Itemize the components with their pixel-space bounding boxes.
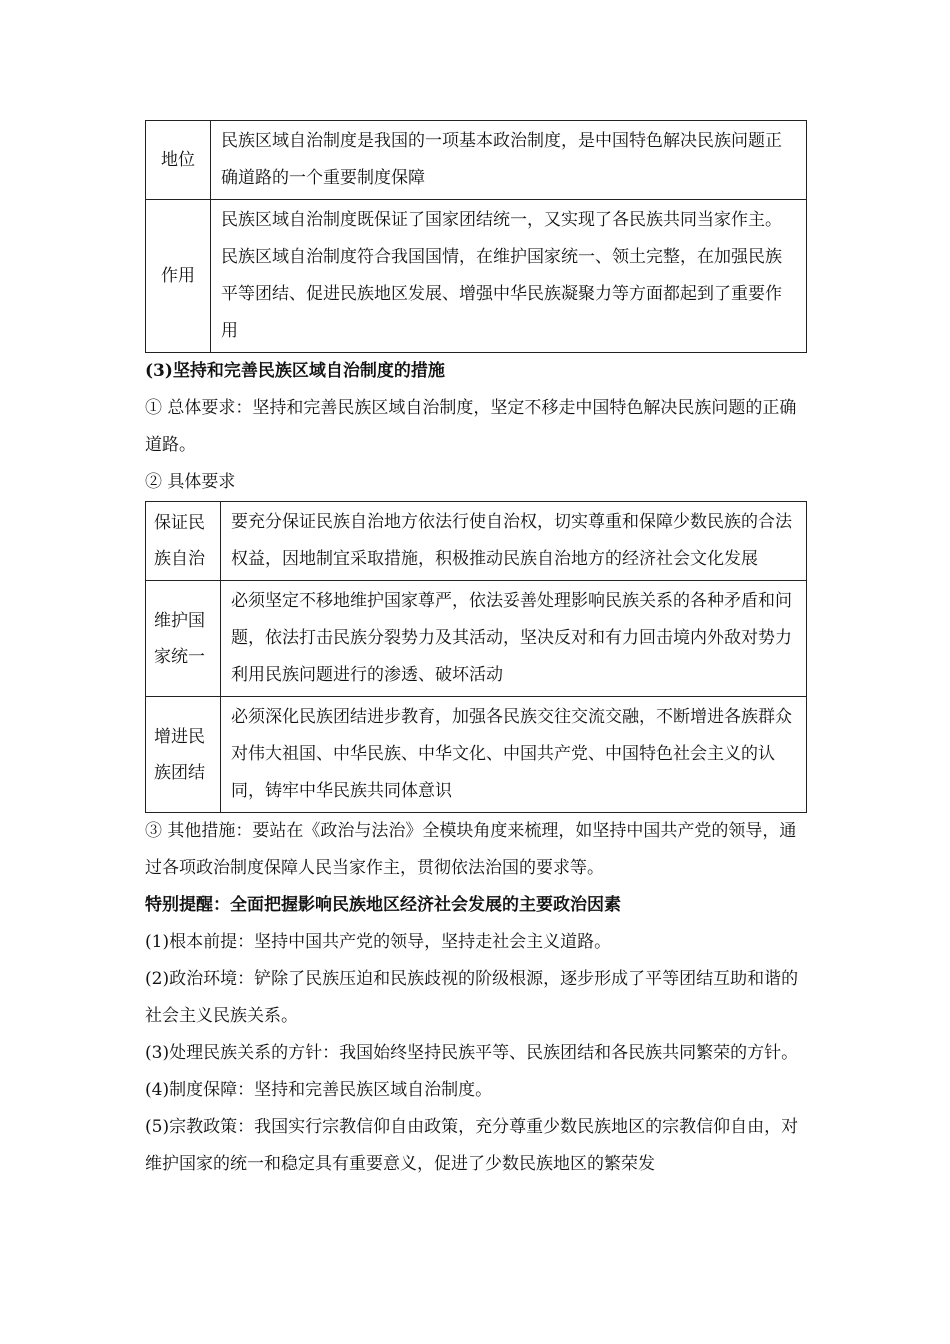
table-row bbox=[146, 697, 807, 813]
table-row bbox=[146, 200, 807, 353]
list-item: (5)宗教政策：我国实行宗教信仰自由政策，充分尊重少数民族地区的宗教信仰自由，对维护国家的统一和稳定具有重要意义，促进了少数民族地区的繁荣发 bbox=[145, 1117, 799, 1174]
status-role-table bbox=[145, 120, 807, 353]
list-item: (3)处理民族关系的方针：我国始终坚持民族平等、民族团结和各民族共同繁荣的方针。 bbox=[145, 1043, 799, 1063]
row-header: 地位 bbox=[146, 121, 211, 200]
paragraph: ② 具体要求 bbox=[145, 472, 236, 492]
row-header: 作用 bbox=[146, 200, 211, 353]
table-row bbox=[146, 581, 807, 697]
row-content: 必须坚定不移地维护国家尊严，依法妥善处理影响民族关系的各种矛盾和问题，依法打击民族分裂势力及其活动，坚决反对和有力回击境内外敌对势力利用民族问题进行的渗透、破坏活动 bbox=[221, 581, 807, 697]
section-heading: (3)坚持和完善民族区域自治制度的措施 bbox=[145, 361, 445, 381]
paragraph: ① 总体要求：坚持和完善民族区域自治制度，坚定不移走中国特色解决民族问题的正确道路。 bbox=[145, 398, 797, 455]
row-content: 必须深化民族团结进步教育，加强各民族交往交流交融，不断增进各族群众对伟大祖国、中华民族、中华文化、中国共产党、中国特色社会主义的认同，铸牢中华民族共同体意识 bbox=[221, 697, 807, 813]
paragraph: ③ 其他措施：要站在《政治与法治》全模块角度来梳理，如坚持中国共产党的领导，通过各项政治制度保障人民当家作主，贯彻依法治国的要求等。 bbox=[145, 821, 797, 878]
table-row bbox=[146, 121, 807, 200]
requirements-table bbox=[145, 501, 807, 813]
row-header: 保证民族自治 bbox=[146, 502, 221, 581]
list-item: (2)政治环境：铲除了民族压迫和民族歧视的阶级根源，逐步形成了平等团结互助和谐的社会主义民族关系。 bbox=[145, 969, 799, 1026]
list-item: (1)根本前提：坚持中国共产党的领导，坚持走社会主义道路。 bbox=[145, 932, 612, 952]
table-row bbox=[146, 502, 807, 581]
document-page bbox=[145, 120, 807, 1183]
row-header: 维护国家统一 bbox=[146, 581, 221, 697]
row-content: 民族区域自治制度是我国的一项基本政治制度，是中国特色解决民族问题正确道路的一个重要制度保障 bbox=[211, 121, 807, 200]
row-content: 民族区域自治制度既保证了国家团结统一，又实现了各民族共同当家作主。民族区域自治制度符合我国国情，在维护国家统一、领土完整，在加强民族平等团结、促进民族地区发展、增强中华民族凝聚力等方面都起到了重要作用 bbox=[211, 200, 807, 353]
tip-heading: 特别提醒：全面把握影响民族地区经济社会发展的主要政治因素 bbox=[145, 895, 621, 915]
row-content: 要充分保证民族自治地方依法行使自治权，切实尊重和保障少数民族的合法权益，因地制宜采取措施，积极推动民族自治地方的经济社会文化发展 bbox=[221, 502, 807, 581]
row-header: 增进民族团结 bbox=[146, 697, 221, 813]
list-item: (4)制度保障：坚持和完善民族区域自治制度。 bbox=[145, 1080, 493, 1100]
